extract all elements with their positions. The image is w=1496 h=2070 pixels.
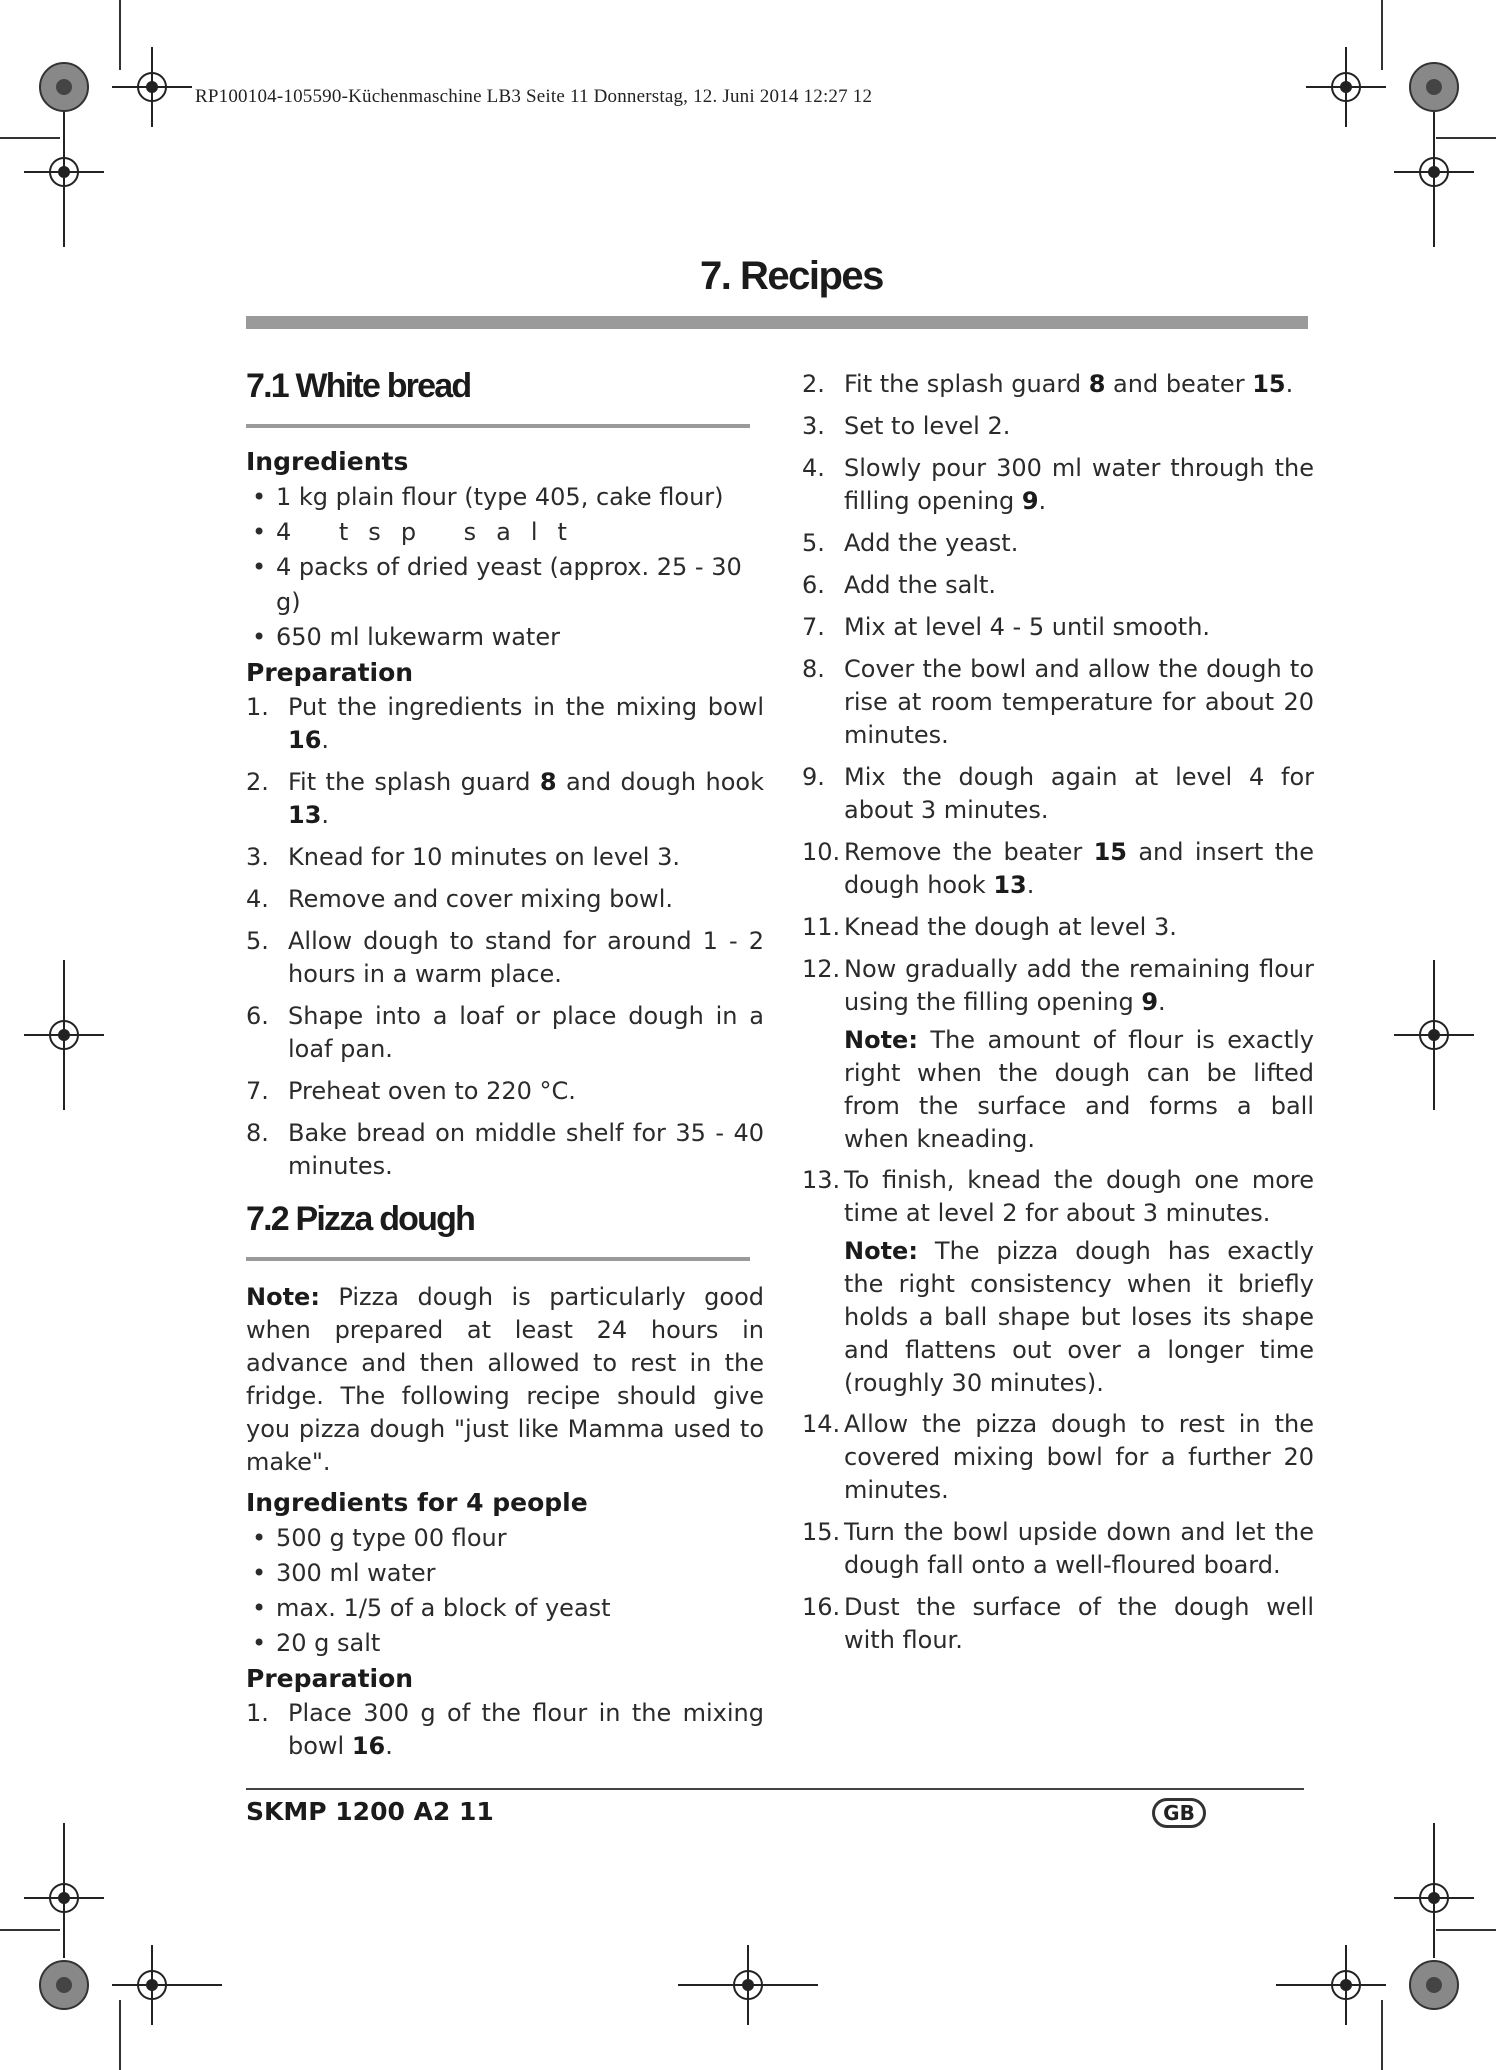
section-divider [246, 1257, 750, 1261]
right-column [802, 368, 1314, 1666]
step-item: 15. Turn the bowl upside down and let the dough fall onto a well-floured board. [802, 1518, 1314, 1579]
step-item: 7. Preheat oven to 220 °C. [246, 1077, 576, 1105]
step-item: 13. To finish, knead the dough one more time at level 2 for about 3 minutes. [802, 1166, 1314, 1227]
print-header: RP100104-105590-Küchenmaschine LB3 Seite 11 Donnerstag, 12. Juni 2014 12:27 12 [195, 86, 873, 107]
step-item: 4. Slowly pour 300 ml water through the filling opening 9. [802, 454, 1314, 515]
step-item: 12. Now gradually add the remaining flour using the filling opening 9. [802, 955, 1314, 1016]
step-item: 14. Allow the pizza dough to rest in the covered mixing bowl for a further 20 minutes. [802, 1410, 1314, 1504]
step-item: 10. Remove the beater 15 and insert the dough hook 13. [802, 838, 1314, 899]
section-divider [246, 424, 750, 428]
page-title: 7. Recipes [700, 254, 883, 298]
note-paragraph: Note: The amount of flour is exactly right when the dough can be lifted from the surface and forms a ball when kneading. [844, 1026, 1314, 1153]
step-list [246, 691, 764, 1183]
step-list [802, 1408, 1314, 1657]
step-item: 1. Put the ingredients in the mixing bowl 16. [246, 693, 764, 754]
step-item: 2. Fit the splash guard 8 and dough hook 13. [246, 768, 764, 829]
step-item: 7. Mix at level 4 - 5 until smooth. [802, 613, 1211, 641]
step-item: 11. Knead the dough at level 3. [802, 913, 1177, 941]
footer-model-page: SKMP 1200 A2 11 [246, 1797, 494, 1826]
step-item: 5. Allow dough to stand for around 1 - 2 hours in a warm place. [246, 927, 764, 988]
left-column [246, 364, 764, 1772]
list-item: • 1 kg plain flour (type 405, cake flour) [246, 480, 764, 515]
step-list [802, 368, 1314, 1019]
ingredient-list [246, 480, 764, 655]
section-title-white-bread: 7.1 White bread [246, 367, 471, 405]
note-paragraph: Note: Pizza dough is particularly good when prepared at least 24 hours in advance and then allowed to rest in the fridge. The following recipe should give you pizza dough "just like Mamma used to make". [246, 1283, 764, 1476]
step-item: 8. Cover the bowl and allow the dough to rise at room temperature for about 20 minutes. [802, 655, 1314, 749]
step-item: 5. Add the yeast. [802, 529, 1019, 557]
step-list [246, 1697, 764, 1763]
list-item: • 500 g type 00 flour [246, 1521, 764, 1556]
step-item: 6. Add the salt. [802, 571, 997, 599]
step-item: 1. Place 300 g of the flour in the mixing bowl 16. [246, 1699, 764, 1760]
step-item: 9. Mix the dough again at level 4 for about 3 minutes. [802, 763, 1314, 824]
step-item: 8. Bake bread on middle shelf for 35 - 40 minutes. [246, 1119, 764, 1180]
ingredient-list [246, 1521, 764, 1661]
step-list [802, 1164, 1314, 1230]
ingredients-heading: Ingredients for 4 people [246, 1488, 588, 1517]
list-item: • max. 1/5 of a block of yeast [246, 1591, 764, 1626]
preparation-heading: Preparation [246, 658, 414, 687]
step-item: 3. Set to level 2. [802, 412, 1011, 440]
footer-divider [246, 1788, 1304, 1790]
step-item: 4. Remove and cover mixing bowl. [246, 885, 673, 913]
list-item: • 20 g salt [246, 1626, 764, 1661]
step-item: 6. Shape into a loaf or place dough in a loaf pan. [246, 1002, 764, 1063]
list-item: • 300 ml water [246, 1556, 764, 1591]
list-item: • 4 tsp salt [246, 515, 764, 550]
list-item: • 650 ml lukewarm water [246, 620, 764, 655]
step-item: 3. Knead for 10 minutes on level 3. [246, 843, 680, 871]
list-item: • 4 packs of dried yeast (approx. 25 - 30 g) [246, 550, 764, 620]
step-item: 2. Fit the splash guard 8 and beater 15. [802, 370, 1294, 398]
note-paragraph: Note: The pizza dough has exactly the right consistency when it briefly holds a ball shape but loses its shape and flattens out over a longer time (roughly 30 minutes). [844, 1237, 1314, 1397]
language-badge: GB [1152, 1798, 1206, 1828]
ingredients-heading: Ingredients [246, 447, 409, 476]
title-bar [246, 316, 1308, 329]
section-title-pizza-dough: 7.2 Pizza dough [246, 1200, 475, 1238]
preparation-heading: Preparation [246, 1664, 414, 1693]
step-item: 16. Dust the surface of the dough well with flour. [802, 1593, 1314, 1654]
